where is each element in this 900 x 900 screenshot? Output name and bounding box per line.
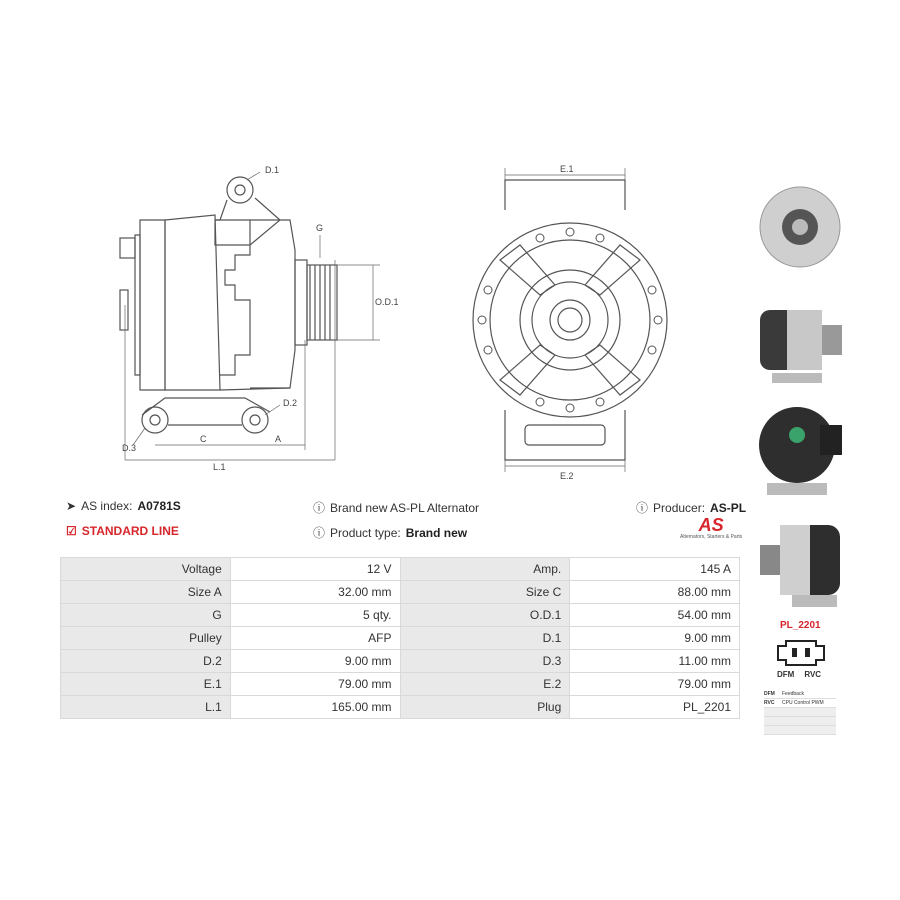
spec-value: 32.00 mm — [230, 581, 400, 604]
info-icon: ⓘ — [313, 526, 326, 540]
label-od1: O.D.1 — [375, 297, 399, 307]
brand-info: ⓘ Brand new AS-PL Alternator — [313, 500, 479, 515]
product-photo-side[interactable] — [752, 295, 848, 390]
spec-label: Size A — [61, 581, 231, 604]
product-photo-front[interactable] — [752, 165, 848, 290]
spec-label: Plug — [400, 696, 570, 719]
spec-value: PL_2201 — [570, 696, 740, 719]
producer: ⓘ Producer: AS-PL — [636, 500, 747, 515]
standard-line — [66, 524, 179, 538]
legend-row: RVC CPU Control PWM — [764, 699, 836, 708]
spec-row — [61, 604, 740, 627]
spec-row — [61, 581, 740, 604]
plug-connector-icon — [772, 638, 830, 668]
producer-value: AS-PL — [710, 500, 747, 515]
spec-row — [61, 650, 740, 673]
plug-pin-dfm: DFM — [777, 670, 795, 679]
plug-pin-rvc: RVC — [804, 670, 822, 679]
as-index: ➤ AS index: A0781S — [66, 499, 181, 513]
spec-label: E.1 — [61, 673, 231, 696]
legend-row: DFM Feedback — [764, 690, 836, 699]
spec-value: 54.00 mm — [570, 604, 740, 627]
spec-label: E.2 — [400, 673, 570, 696]
side-view-drawing — [95, 160, 399, 480]
spec-value: 5 qty. — [230, 604, 400, 627]
spec-label: D.3 — [400, 650, 570, 673]
spec-table — [60, 557, 740, 719]
spec-value: 12 V — [230, 558, 400, 581]
spec-row — [61, 696, 740, 719]
spec-value: AFP — [230, 627, 400, 650]
spec-label: Pulley — [61, 627, 231, 650]
spec-label: Amp. — [400, 558, 570, 581]
spec-value: 9.00 mm — [570, 627, 740, 650]
spec-value: 11.00 mm — [570, 650, 740, 673]
spec-row — [61, 558, 740, 581]
label-d1: D.1 — [265, 165, 280, 175]
spec-label: O.D.1 — [400, 604, 570, 627]
label-g: G — [316, 223, 324, 233]
spec-label: Size C — [400, 581, 570, 604]
product-type-value: Brand new — [405, 525, 468, 540]
spec-label: D.2 — [61, 650, 231, 673]
spec-label: G — [61, 604, 231, 627]
product-type: ⓘ Product type: Brand new — [313, 525, 468, 540]
label-d2: D.2 — [283, 398, 298, 408]
label-l1: L.1 — [213, 462, 226, 472]
spec-label: Voltage — [61, 558, 231, 581]
spec-value: 9.00 mm — [230, 650, 400, 673]
spec-value: 79.00 mm — [230, 673, 400, 696]
product-photo-angle[interactable] — [752, 510, 848, 615]
info-icon: ⓘ — [313, 501, 326, 515]
spec-label: L.1 — [61, 696, 231, 719]
spec-value: 145 A — [570, 558, 740, 581]
as-index-value: A0781S — [137, 499, 181, 513]
spec-value: 165.00 mm — [230, 696, 400, 719]
plug-code: PL_2201 — [780, 620, 821, 631]
front-view-drawing — [460, 160, 680, 480]
label-d3: D.3 — [122, 443, 137, 453]
info-icon: ⓘ — [636, 501, 649, 515]
plug-legend — [764, 690, 836, 735]
checkbox-icon: ☑ — [66, 524, 77, 538]
label-e1: E.1 — [560, 164, 574, 174]
spec-value: 88.00 mm — [570, 581, 740, 604]
spec-row — [61, 627, 740, 650]
spec-label: D.1 — [400, 627, 570, 650]
spec-value: 79.00 mm — [570, 673, 740, 696]
standard-line-label: STANDARD LINE — [81, 524, 179, 538]
tag-icon: ➤ — [66, 499, 77, 513]
spec-row — [61, 673, 740, 696]
label-e2: E.2 — [560, 471, 574, 481]
product-photo-rear[interactable] — [752, 395, 848, 505]
as-pl-logo: AS Alternators, Starters & Parts — [680, 515, 743, 540]
label-c: C — [200, 434, 207, 444]
label-a: A — [275, 434, 282, 444]
